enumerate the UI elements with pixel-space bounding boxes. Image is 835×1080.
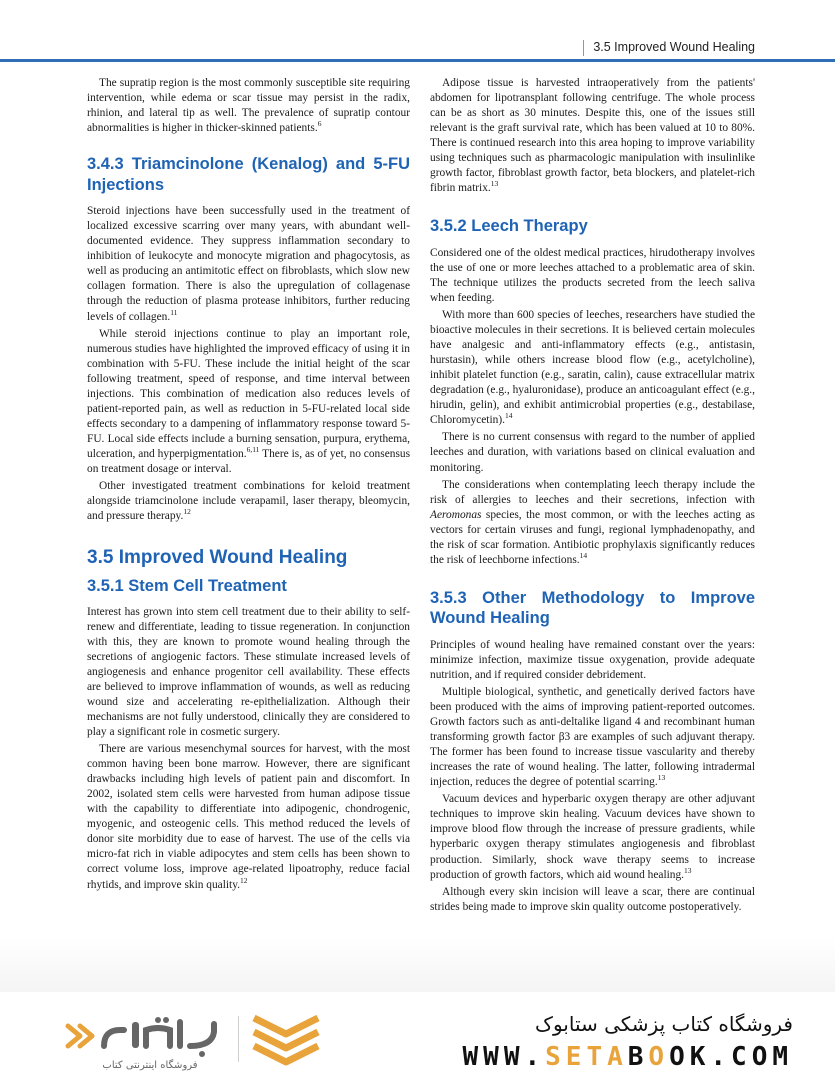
paragraph-skin-incision: Although every skin incision will leave a scar, there are continual strides being made to improve skin quality outcome postoperatively. <box>430 885 755 913</box>
running-head: 3.5 Improved Wound Healing <box>593 40 755 54</box>
heading-3-5: 3.5 Improved Wound Healing <box>87 547 348 569</box>
store-url[interactable]: WWW.SETABOOK.COM <box>462 1042 793 1072</box>
store-name: فروشگاه کتاب پزشکی ستابوک <box>535 1012 793 1036</box>
left-column <box>87 76 410 895</box>
heading-3-4-3: 3.4.3 Triamcinolone (Kenalog) and 5-FU Injections <box>87 155 410 194</box>
paragraph-adipose: Adipose tissue is harvested intraoperatively from the patients' abdomen for lipotransplant following centrifuge. The whole process can be as short as 30 minutes. Despite this, one of the issues still relevant is the graft survival rate, which has been valued at 10 to 80%. There is continued research into this area hoping to improve variability using techniques such as pharmacologic manipulation with insulinlike growth factor, fibroblast growth factor, beta blockers, and platelet-rich fibrin matrix.$^{13}$ <box>430 77 755 195</box>
paragraph-mesenchymal: There are various mesenchymal sources for harvest, with the most common having been bone marrow. However, there are significant drawbacks including high levels of patient pain and discomfort. In 2002, isolated stem cells were harvested from human adipose tissue with the capability to differentiate into adipogenic, chondrogenic, myogenic, and osteogenic cells. This method reduced the levels of donor site morbidity due to ease of harvest. The use of the cells via micro-fat rich in viable adipocytes and stem cells has been shown to correct volume loss, improve age-related lipoatrophy, reduce facial rhytids, and improve skin quality.$^{12}$ <box>87 743 410 891</box>
heading-3-5-1: 3.5.1 Stem Cell Treatment <box>87 577 287 596</box>
heading-3-5-3: 3.5.3 Other Methodology to Improve Wound Healing <box>430 588 755 628</box>
setabook-logo-wordmark <box>62 1012 252 1060</box>
paragraph-other-combinations: Other investigated treatment combinations for keloid treatment alongside triamcinolone include verapamil, laser therapy, bleomycin, and pressure therapy.$^{12}$ <box>87 480 410 523</box>
paragraph-no-consensus: There is no current consensus with regard to the number of applied leeches and duration, with variations based on clinical evaluation and monitoring. <box>430 431 755 474</box>
paragraph-stem-cell-interest: Interest has grown into stem cell treatment due to their ability to self-renew and differentiate, leading to tissue regeneration. In conjunction with this, they are known to promote wound healing through the secretions of angiogenic factors. These stimulate increased levels of angiogenesis and enhance progenitor cell availability. These effects are believed to improve inflammation of wounds, as well as reducing wound size and accelerating re-epithelialization. Although their mechanisms are not fully understood, clinically they are considered to play a significant role in cosmetic surgery. <box>87 605 410 739</box>
paragraph-leech-species: With more than 600 species of leeches, researchers have studied the bioactive molecules in their secretions. It is believed certain molecules have analgesic and anti-inflammatory effects (e.g., antistasin, hurstasin), while others increase blood flow (e.g., acetylcholine), inhibit platelet function (e.g., saratin, calin), cause extracellular matrix degradation (e.g., hyaluronidase), produce an anticoagulant effect (e.g., hirudin, gelin), and exhibit antimicrobial properties (e.g., destabilase, Chloromycetin).$^{14}$ <box>430 309 755 427</box>
header-rule <box>0 59 835 62</box>
footer-fade <box>0 938 835 994</box>
logo-divider <box>238 1016 239 1062</box>
right-column <box>430 76 755 917</box>
paragraph-growth-factors: Multiple biological, synthetic, and genetically derived factors have been produced with the aims of improving patient-reported outcomes. Growth factors such as anti-deltalike ligand 4 and recombinant human transforming growth factor β3 are examples of such adjuvant therapy. The former has been found to increase tissue vascularity and thereby increases the rate of wound healing. The latter, following intradermal injection, reduces the degree of potential scarring.$^{13}$ <box>430 686 755 789</box>
running-head-separator <box>583 40 584 56</box>
paragraph-hirudotherapy: Considered one of the oldest medical practices, hirudotherapy involves the use of one or more leeches attached to a problematic area of skin. The technique utilizes the products secreted from the leech saliva when feeding. <box>430 246 755 305</box>
book-chevron-icon <box>246 1010 326 1070</box>
paragraph-steroid: Steroid injections have been successfully used in the treatment of localized excessive scarring over many years, with abundant well-documented evidence. They suppress inflammation secondary to inhibition of leukocyte and monocyte migration and phagocytosis, as well as producing an antimitotic effect on fibroblasts, which slow new collagen formation. There is also the upregulation of collagenase through the reduction of plasma protease inhibitors, further reducing levels of collagen.$^{11}$ <box>87 205 410 323</box>
paragraph-principles: Principles of wound healing have remained constant over the years: minimize infection, maximize tissue oxygenation, provide adequate nutrition, and if required consider debridement. <box>430 638 755 681</box>
paragraph-supratip: The supratip region is the most commonly susceptible site requiring intervention, while edema or scar tissue may persist in the radix, rhinion, and lateral tip as well. The prevalence of supratip contour abnormalities is higher in thicker-skinned patients.$^6$ <box>87 77 410 135</box>
logo-subtitle: فروشگاه اینترنتی کتاب <box>102 1060 198 1071</box>
paragraph-considerations: The considerations when contemplating leech therapy include the risk of allergies to leeches and their secretions, infection with Aeromonas species, the most common, or with the leeches acting as vectors for certain viruses and fungi, regional lymphadenopathy, and the risk of scar formation. Antibiotic prophylaxis significantly reduces the risk of leechborne infections.$^{14}$ <box>430 478 755 566</box>
paragraph-combination: While steroid injections continue to play an important role, numerous studies have highlighted the improved efficacy of using it in combination with 5-FU. These include the initial height of the scar following treatment, speed of response, and time interval between injections. This combination of medication also reduces levels of patient-reported pain, as well as reduction in 5-FU-related local side effects secondary to a dampening of inflammatory response toward 5-FU. Local side effects include a burning sensation, purpura, erythema, ulceration, and hyperpigmentation.$^{6,11}$ There is, as of yet, no consensus on treatment dosage or interval. <box>87 327 411 475</box>
paragraph-vacuum-devices: Vacuum devices and hyperbaric oxygen therapy are other adjuvant techniques to improve skin healing. Vacuum devices have shown to improve blood flow through the increase of pressure gradients, while hyperbaric oxygen therapy stimulates angiogenesis and fibroblast production. Similarly, shock wave therapy seems to increase production of growth factors, which aid wound healing.$^{13}$ <box>430 793 755 881</box>
heading-3-5-2: 3.5.2 Leech Therapy <box>430 217 588 236</box>
